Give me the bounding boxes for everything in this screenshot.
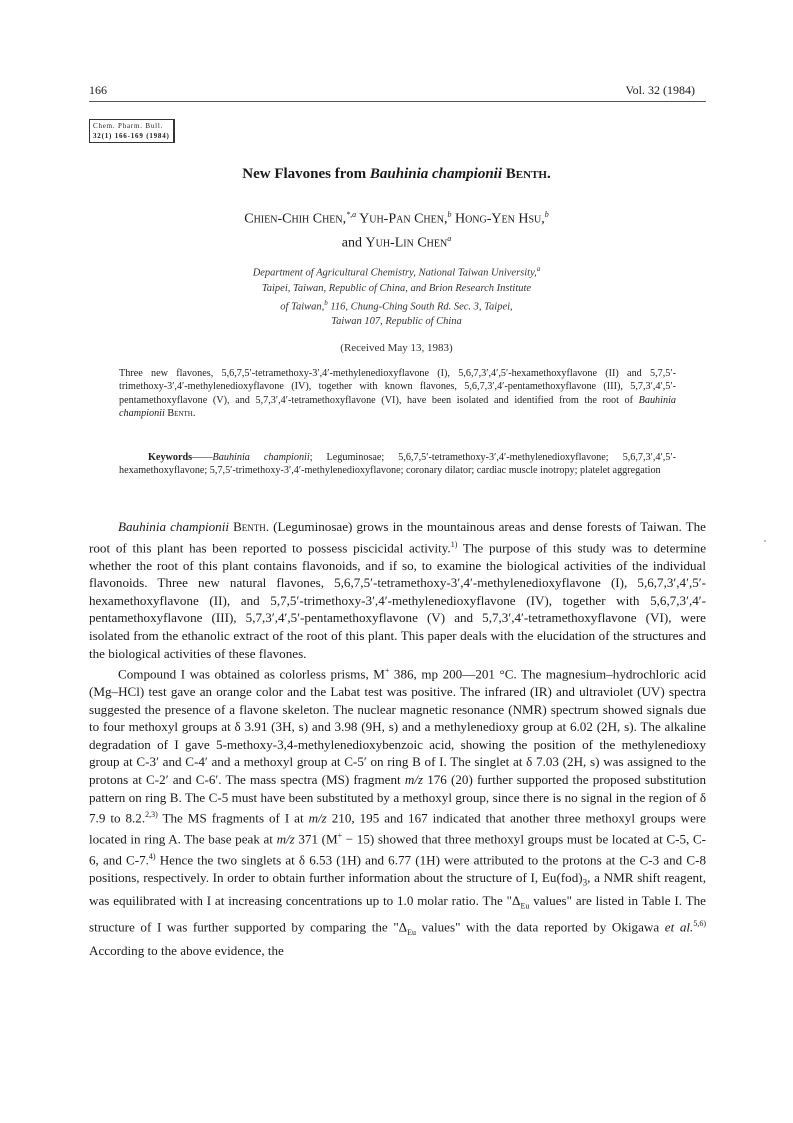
- author-3: Hong-Yen Hsu,: [451, 211, 545, 227]
- affil-line-4: Taiwan 107, Republic of China: [331, 316, 462, 327]
- citation-box: [89, 119, 175, 143]
- abstract-author: Benth.: [164, 408, 196, 420]
- p2-etal: et al.: [664, 919, 694, 935]
- p2-t9: , a NMR shift reagent, was equilibrated with I at increasing concentrations up to 1.0 molar ratio. The "Δ: [89, 870, 706, 909]
- page-number: 166: [89, 83, 107, 97]
- p2-ref3: 4): [148, 852, 156, 862]
- affil-line-1-sup: a: [536, 265, 541, 273]
- author-4: Yuh-Lin Chen: [365, 235, 448, 251]
- p2-mz1: m/z: [404, 772, 424, 788]
- p2-t1: Compound I was obtained as colorless prisms, M: [118, 666, 385, 682]
- keywords-label: Keywords: [148, 452, 193, 463]
- affil-line-3a: of Taiwan,: [280, 301, 325, 312]
- volume-label: Vol. 32 (1984): [625, 83, 695, 97]
- affil-line-3: [0, 296, 793, 315]
- title-species: Bauhinia championii: [369, 166, 503, 182]
- p2-t6-sup: +: [337, 831, 343, 841]
- p2-t5: 210, 195 and 167 indicated that another three methoxyl groups were located in ring A. The base peak at: [89, 810, 706, 847]
- p2-t6: 371 (M: [294, 831, 338, 847]
- abstract-species: Bauhinia championii: [119, 394, 676, 420]
- p2-t4: The MS fragments of I at: [157, 810, 309, 826]
- citation-journal: Chem. Pharm. Bull.: [93, 122, 164, 130]
- affil-line-2: Taipei, Taiwan, Republic of China, and Brion Research Institute: [261, 282, 532, 294]
- p2-t10: values" are listed in Table I. The structure of I was further supported by comparing the "Δ: [89, 893, 706, 935]
- p2-mz2: m/z: [308, 810, 327, 826]
- author-4-affil: a: [447, 233, 452, 243]
- margin-speck: [764, 540, 766, 542]
- header-rule: [89, 101, 706, 102]
- p2-t1-sup: +: [384, 666, 390, 676]
- affil-line-3b: 116, Chung-Ching South Rd. Sec. 3, Taipei,: [327, 301, 513, 312]
- paragraph-1: [89, 518, 706, 662]
- p1-text1: (Leguminosae) grows in the mountainous areas and dense forests of Taiwan. The root of this plant has been reported to possess piscicidal activity.: [89, 519, 706, 555]
- p2-ref2: 2,3): [145, 810, 158, 820]
- p2-t11: values" with the data reported by Okigawa: [416, 919, 665, 935]
- author-line-1: [0, 205, 793, 229]
- p1-text2: The purpose of this study was to determine whether the root of this plant contains flavonoids, and if so, to examine the biological activities of the individual flavonoids. Three new natural flavones, 5,6,7,5′-tetramethoxy-3′,4′-methylenedioxyflavone (I), 5,6,7,3′,4′,5′-hexamethoxyflavone (II), and 5,7,5′-trimethoxy-3′,4′-methylenedioxyflavone (IV), together with 5,6,7,3′,4′-pentamethoxyflavone (III), 5,7,3′,4′,5′-pentamethoxyflavone (V) and 5,7,3′,4′-tetramethoxyflavone (VI), were isolated from the ethanolic extract of the root of this plant. This paper deals with the elucidation of the structures and the biological activities of these flavones.: [89, 539, 707, 661]
- keywords-dash: ——: [192, 452, 213, 463]
- keywords: [119, 451, 676, 478]
- author-2-affil: b: [447, 210, 452, 219]
- p2-t10-sub: Eu: [407, 928, 416, 938]
- keywords-species: Bauhinia championii: [212, 452, 310, 463]
- p2-t9-sub: Eu: [520, 901, 530, 911]
- author-3-affil: b: [544, 210, 549, 219]
- affil-line-3-sup: b: [324, 298, 328, 307]
- affiliations: [0, 262, 793, 329]
- title-author: Benth.: [502, 166, 551, 182]
- p1-species: Bauhinia championii: [118, 519, 229, 534]
- author-1: Chien-Chih Chen,: [244, 211, 347, 227]
- article-title: [0, 166, 793, 183]
- author-line-2: [0, 229, 793, 253]
- paragraph-2: [89, 662, 706, 960]
- author-and: and: [341, 235, 366, 251]
- title-prefix: New Flavones from: [242, 166, 370, 182]
- p1-author: Benth.: [229, 519, 270, 534]
- received-date: (Received May 13, 1983): [340, 342, 453, 354]
- affil-line-1-text: Department of Agricultural Chemistry, National Taiwan University,: [252, 267, 537, 279]
- citation-volume: 32(1) 166-169 (1984): [93, 132, 170, 140]
- abstract: [119, 367, 676, 421]
- p2-t8: Hence the two singlets at δ 6.53 (1H) and 6.77 (1H) were attributed to the protons at the C-3 and C-8 positions, respectively. In order to obtain further information about the structure of I, Eu(fod): [89, 852, 707, 886]
- affil-line-1: [0, 262, 793, 281]
- p2-mz3: m/z: [276, 831, 295, 847]
- p2-t2: 386, mp 200—201 °C. The magnesium–hydrochloric acid (Mg–HCl) test gave an orange color and the Labat test was positive. The infrared (IR) and ultraviolet (UV) spectra suggested the presence of a flavone skeleton. The nuclear magnetic resonance (NMR) spectrum showed signals due to four methoxyl groups at δ 3.91 (3H, s) and 3.98 (9H, s) and a methylenedioxy group at 6.02 (2H, s). The alkaline degradation of I gave 5-methoxy-3,4-methylenedioxybenzoic acid, showing the position of the methylenedioxy group at C-3′ and C-4′ and a methoxyl group at C-5′ on ring B of I. The singlet at δ 7.03 (2H, s) was assigned to the protons at C-2′ and C-6′. The mass spectra (MS) fragment: [89, 666, 706, 788]
- author-list: [0, 205, 793, 252]
- p2-t3: 176 (20) further supported the proposed substitution pattern on ring B. The C-5 must have been substituted by a methoxyl group, since there is no signal in the region of δ 7.9 to 8.2.: [89, 772, 706, 826]
- p2-t12: According to the above evidence, the: [89, 943, 284, 959]
- author-2: Yuh-Pan Chen,: [356, 211, 448, 227]
- p2-t7: − 15) showed that three methoxyl groups must be located at C-5, C-6, and C-7.: [89, 831, 706, 868]
- p2-ref4: 5,6): [693, 919, 706, 929]
- p1-ref1: 1): [450, 539, 458, 549]
- abstract-text: Three new flavones, 5,6,7,5′-tetramethoxy-3′,4′-methylenedioxyflavone (I), 5,6,7,3′,4′,5′-hexamethoxyflavone (II) and 5,7,5′-trimethoxy-3′,4′-methylenedioxyflavone (IV), together with known flavones, 5,6,7,3′,4′-pentamethoxyflavone (III), 5,7,3′,4′,5′-pentamethoxyflavone (V), and 5,7,3′,4′-tetramethoxyflavone (VI), have been isolated and identified from the root of: [119, 368, 676, 406]
- author-1-affil: *,a: [346, 210, 357, 219]
- keywords-rest: ; Leguminosae; 5,6,7,5′-tetramethoxy-3′,4′-methylenedioxyflavone; 5,6,7,3′,4′,5′-hexamethoxyflavone; 5,7,5′-trimethoxy-3′,4′-methylenedioxyflavone; coronary dilator; cardiac muscle inotropy; platelet aggregation: [119, 452, 676, 477]
- p2-t8-sub: 3: [582, 877, 588, 888]
- body-text: [89, 518, 706, 960]
